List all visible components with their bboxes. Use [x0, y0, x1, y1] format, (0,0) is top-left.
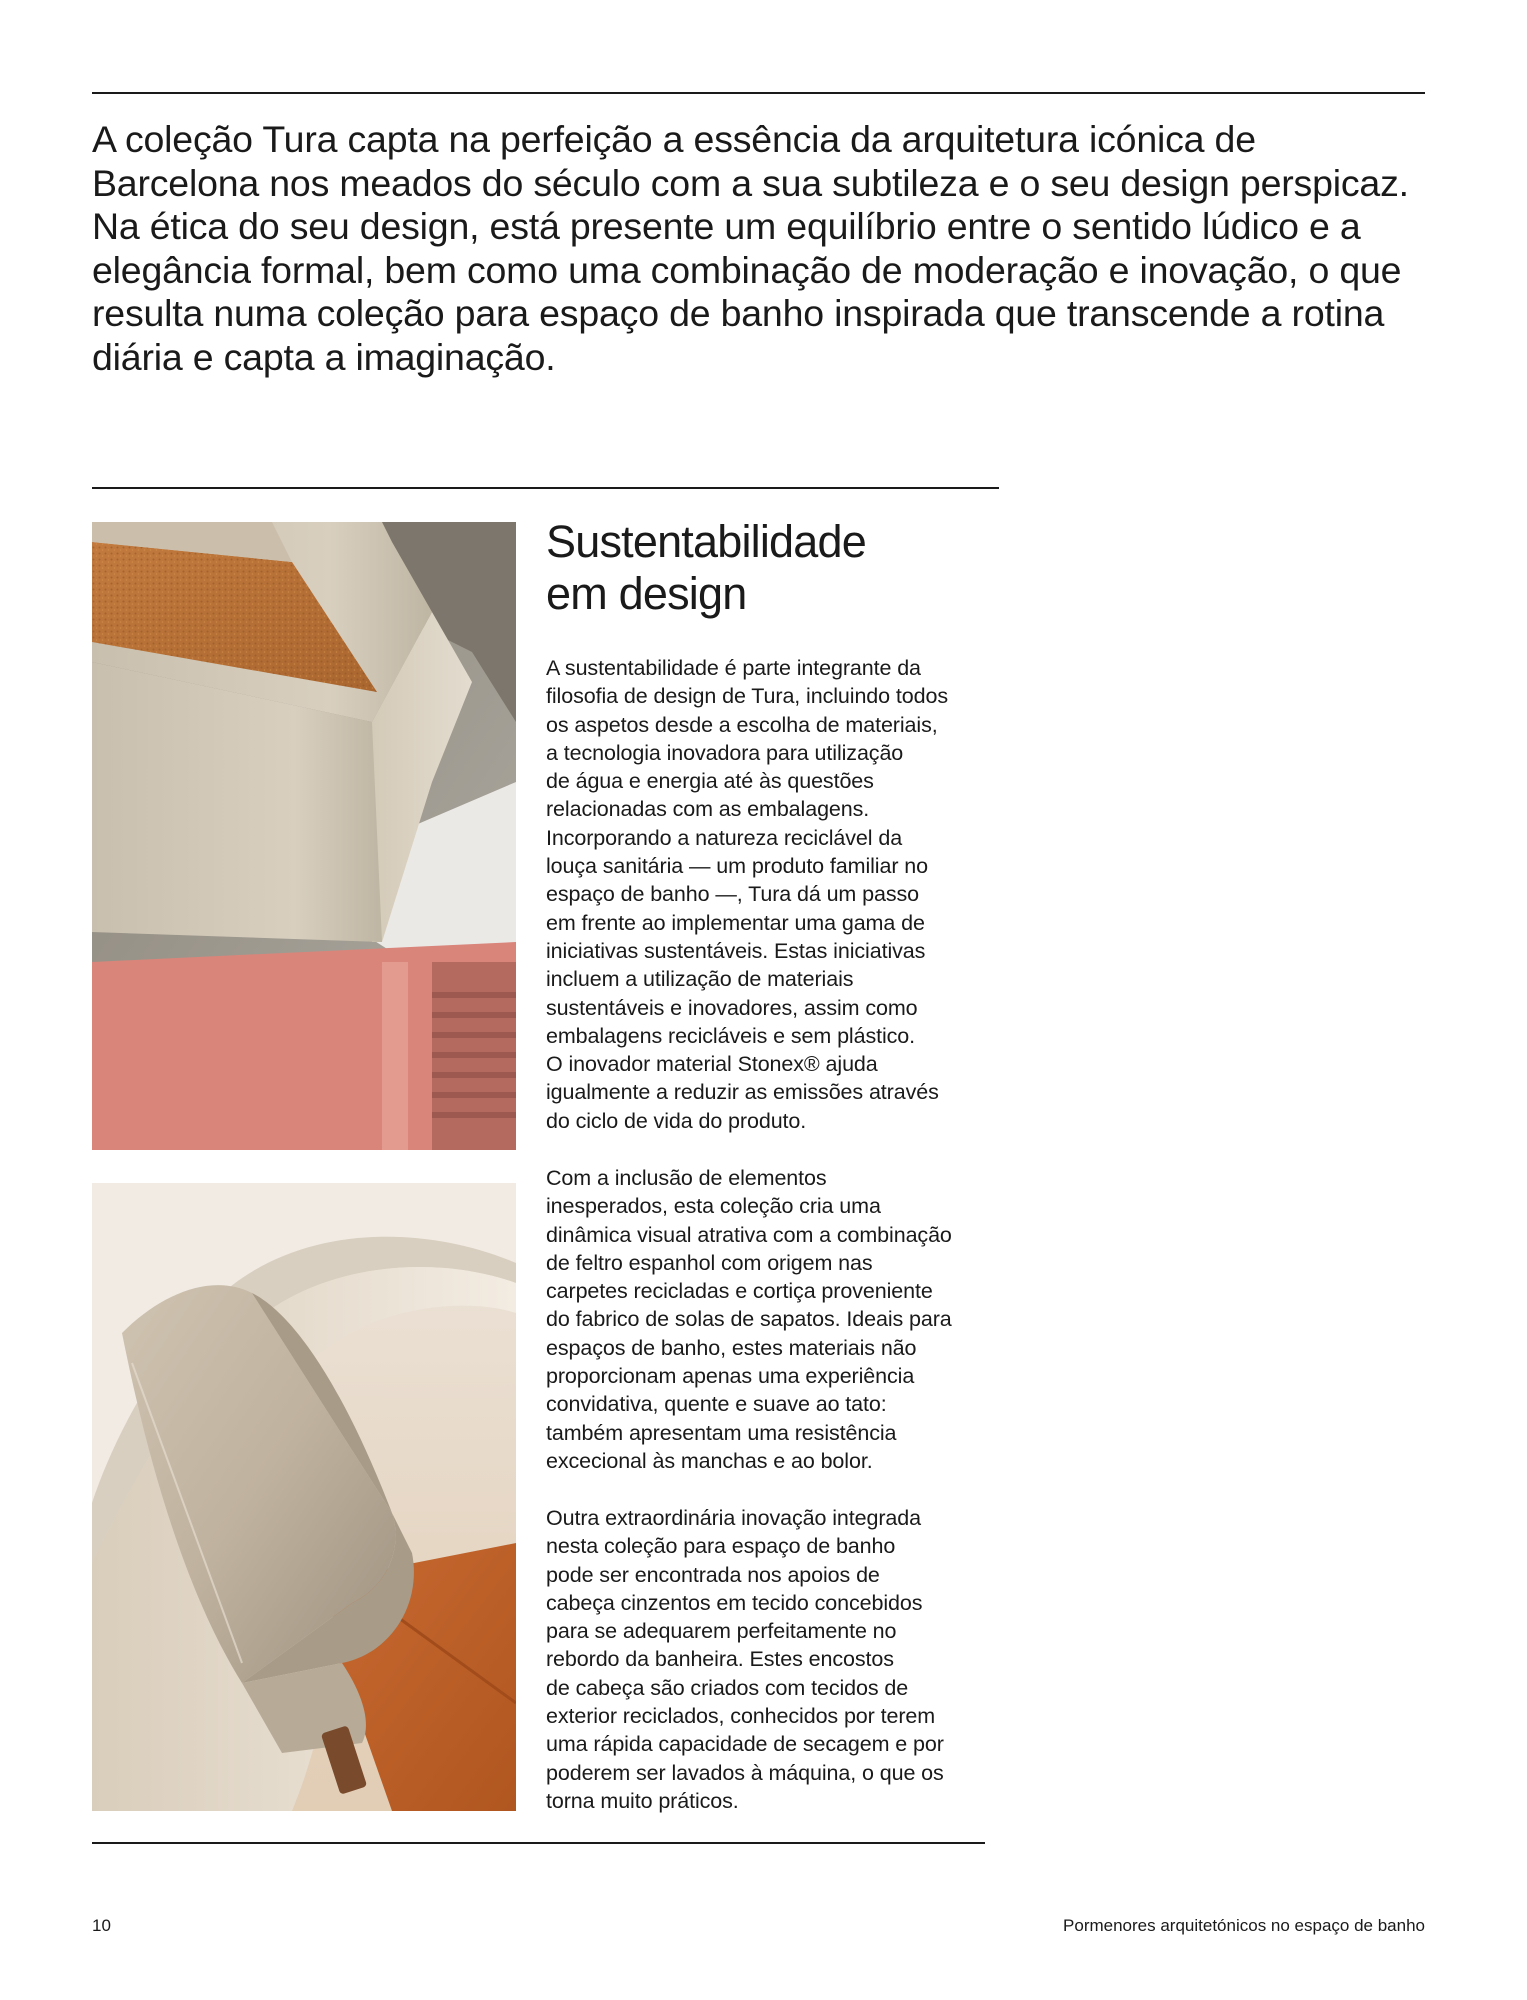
- felt-cork-tray-photo: [92, 522, 516, 1150]
- running-title: Pormenores arquitetónicos no espaço de banho: [1063, 1916, 1425, 1935]
- section-divider: [92, 487, 999, 489]
- body-paragraph: A sustentabilidade é parte integrante da filosofia de design de Tura, incluindo todos os aspetos desde a escolha de materiais, a tecnologia inovadora para utilização de água e energia até às questões relacionadas com as embalagens. Incorporando a natureza reciclável da louça sanitária — um produto familiar no espaço de banho —, Tura dá um passo em frente ao implementar uma gama de iniciativas sustentáveis. Estas iniciativas incluem a utilização de materiais sustentáveis e inovadores, assim como embalagens recicláveis e sem plástico. O inovador material Stonex® ajuda igualmente a reduzir as emissões através do ciclo de vida do produto.: [546, 656, 948, 1133]
- top-divider: [92, 92, 1425, 94]
- intro-paragraph: A coleção Tura capta na perfeição a essência da arquitetura icónica de Barcelona nos meados do século com a sua subtileza e o seu design perspicaz. Na ética do seu design, está presente um equilíbrio entre o sentido lúdico e a elegância formal, bem como uma combinação de moderação e inovação, o que resulta numa coleção para espaço de banho inspirada que transcende a rotina diária e capta a imaginação.: [92, 118, 1409, 378]
- bottom-divider: [92, 1842, 985, 1844]
- section-heading: Sustentabilidade em design: [546, 516, 866, 619]
- fabric-headrest-photo: [92, 1183, 516, 1811]
- body-paragraph: Outra extraordinária inovação integrada nesta coleção para espaço de banho pode ser encontrada nos apoios de cabeça cinzentos em tecido concebidos para se adequarem perfeitamente no rebordo da banheira. Estes encostos de cabeça são criados com tecidos de exterior reciclados, conhecidos por terem uma rápida capacidade de secagem e por poderem ser lavados à máquina, o que os torna muito práticos.: [546, 1506, 944, 1813]
- page-number: 10: [92, 1916, 111, 1935]
- body-paragraph: Com a inclusão de elementos inesperados, esta coleção cria uma dinâmica visual atrativa com a combinação de feltro espanhol com origem nas carpetes recicladas e cortiça proveniente do fabrico de solas de sapatos. Ideais para espaços de banho, estes materiais não proporcionam apenas uma experiência convidativa, quente e suave ao tato: também apresentam uma resistência excecional às manchas e ao bolor.: [546, 1166, 952, 1473]
